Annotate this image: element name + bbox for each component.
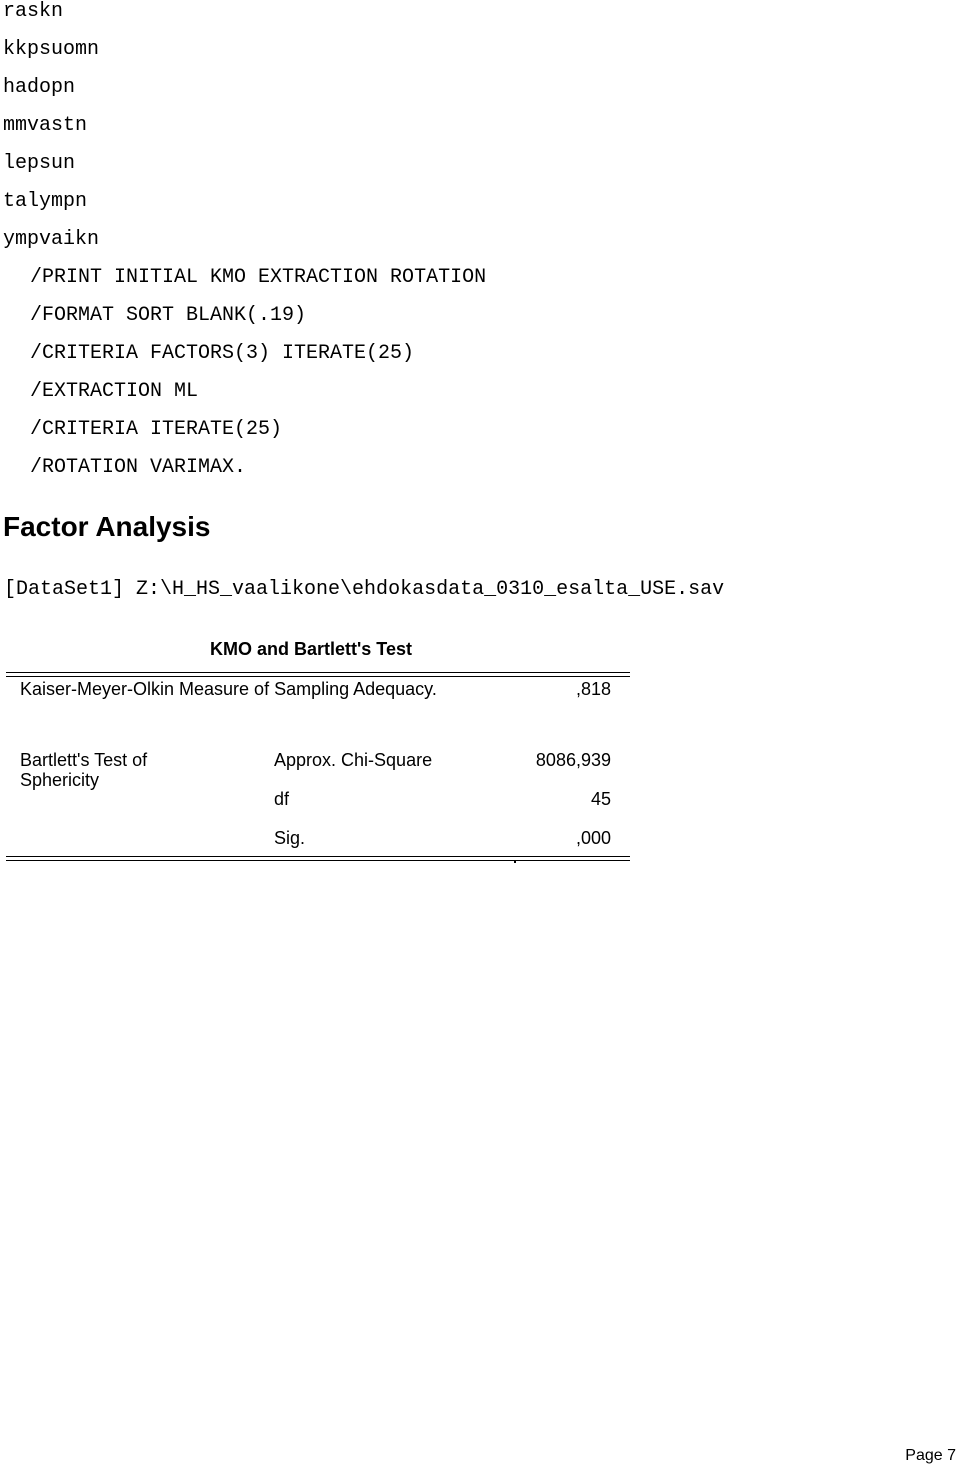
chi-square-value: 8086,939 — [535, 750, 611, 770]
syntax-subcommand: /CRITERIA ITERATE(25) — [30, 418, 283, 441]
df-label: df — [274, 789, 290, 809]
table-bottom-rule — [6, 860, 630, 861]
syntax-subcommand: /FORMAT SORT BLANK(.19) — [30, 304, 307, 327]
syntax-variable: hadopn — [3, 76, 76, 99]
kmo-label: Kaiser-Meyer-Olkin Measure of Sampling Adequacy. — [20, 679, 437, 699]
section-title: Factor Analysis — [3, 511, 211, 542]
syntax-subcommand: /CRITERIA FACTORS(3) ITERATE(25) — [30, 342, 415, 365]
table-bottom-rule — [6, 856, 630, 857]
footnote-marker — [514, 861, 516, 863]
table-top-rule — [6, 672, 630, 673]
syntax-subcommand: /EXTRACTION ML — [30, 380, 199, 403]
bartlett-label: Bartlett's Test of Sphericity — [20, 750, 148, 790]
syntax-subcommand: /PRINT INITIAL KMO EXTRACTION ROTATION — [30, 266, 487, 289]
table-top-rule — [6, 676, 630, 677]
syntax-subcommand: /ROTATION VARIMAX. — [30, 456, 247, 479]
dataset-path: [DataSet1] Z:\H_HS_vaalikone\ehdokasdata_0310_esalta_USE.sav — [4, 578, 725, 601]
sig-label: Sig. — [274, 828, 306, 848]
syntax-variable: raskn — [3, 0, 64, 23]
syntax-variable: talympn — [3, 190, 88, 213]
kmo-value: ,818 — [575, 679, 611, 699]
syntax-variable: mmvastn — [3, 114, 88, 137]
page-number: Page 7 — [905, 1447, 956, 1464]
table-title: KMO and Bartlett's Test — [210, 639, 412, 659]
syntax-variable: lepsun — [3, 152, 76, 175]
syntax-variable: kkpsuomn — [3, 38, 100, 61]
syntax-variable: ympvaikn — [3, 228, 100, 251]
chi-square-label: Approx. Chi-Square — [274, 750, 433, 770]
df-value: 45 — [590, 789, 611, 809]
sig-value: ,000 — [575, 828, 611, 848]
